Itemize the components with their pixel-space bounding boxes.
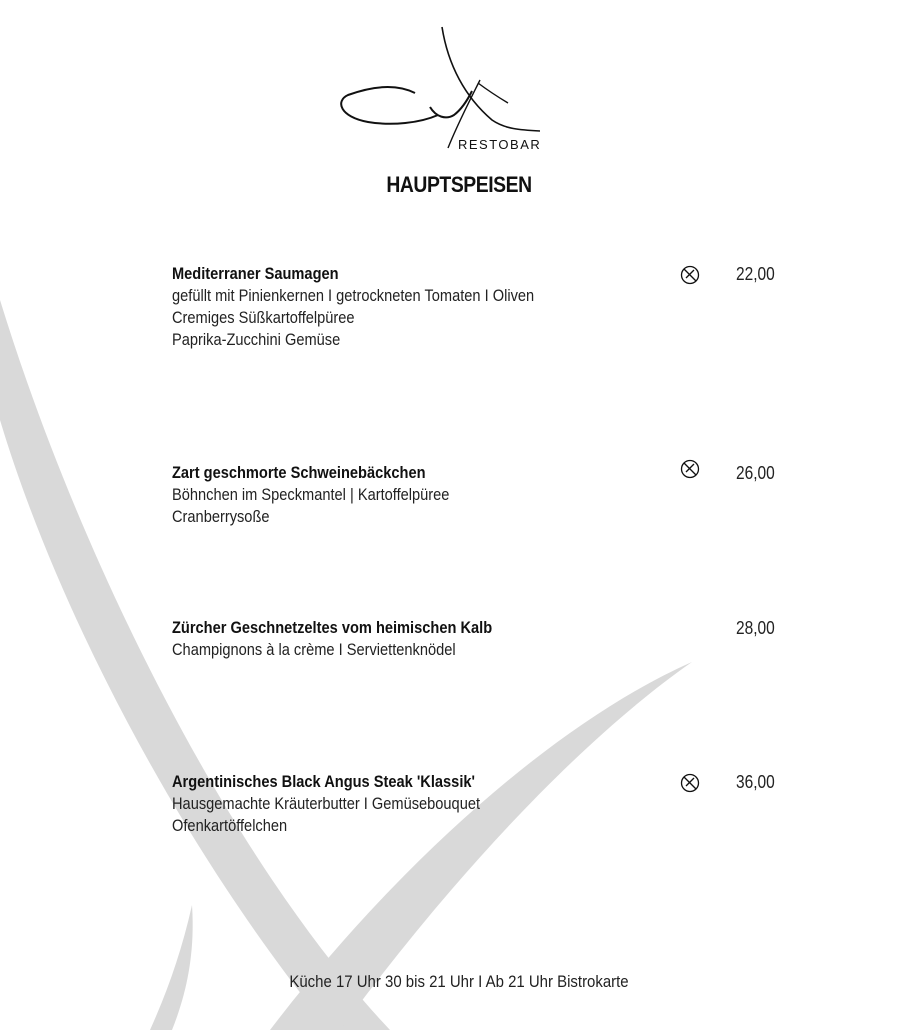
menu-item	[172, 263, 792, 351]
menu-item	[172, 462, 792, 528]
menu-item	[172, 617, 792, 661]
menu-item-name: Mediterraner Saumagen	[172, 264, 339, 283]
menu-item-price: 22,00	[736, 264, 775, 284]
menu-item-description: gefüllt mit Pinienkernen I getrockneten Tomaten I Oliven	[172, 286, 535, 305]
menu-item-name: Zart geschmorte Schweinebäckchen	[172, 463, 426, 482]
menu-item-description: Paprika-Zucchini Gemüse	[172, 330, 341, 349]
menu-item-description: Cranberrysoße	[172, 507, 270, 526]
no-utensils-icon	[680, 265, 700, 285]
menu-item	[172, 771, 792, 837]
menu-item-name: Argentinisches Black Angus Steak 'Klassik'	[172, 772, 475, 791]
menu-item-description: Böhnchen im Speckmantel | Kartoffelpüree	[172, 485, 450, 504]
menu-item-price: 36,00	[736, 772, 775, 792]
no-utensils-icon	[680, 459, 700, 479]
menu-item-price: 26,00	[736, 463, 775, 483]
menu-item-description: Cremiges Süßkartoffelpüree	[172, 308, 355, 327]
logo-wordmark: RESTOBAR	[458, 137, 542, 152]
sux-logo	[330, 25, 580, 155]
kitchen-hours: Küche 17 Uhr 30 bis 21 Uhr I Ab 21 Uhr Bistrokarte	[289, 972, 629, 991]
no-utensils-icon	[680, 773, 700, 793]
menu-item-name: Zürcher Geschnetzeltes vom heimischen Kalb	[172, 618, 493, 637]
menu-item-description: Ofenkartöffelchen	[172, 816, 288, 835]
menu-item-description: Hausgemachte Kräuterbutter I Gemüsebouquet	[172, 794, 481, 813]
menu-item-price: 28,00	[736, 618, 775, 638]
swoosh-left	[0, 300, 390, 1030]
swoosh-small	[150, 905, 193, 1030]
page-title: HAUPTSPEISEN	[386, 172, 532, 197]
menu-item-description: Champignons à la crème I Serviettenknödel	[172, 640, 456, 659]
